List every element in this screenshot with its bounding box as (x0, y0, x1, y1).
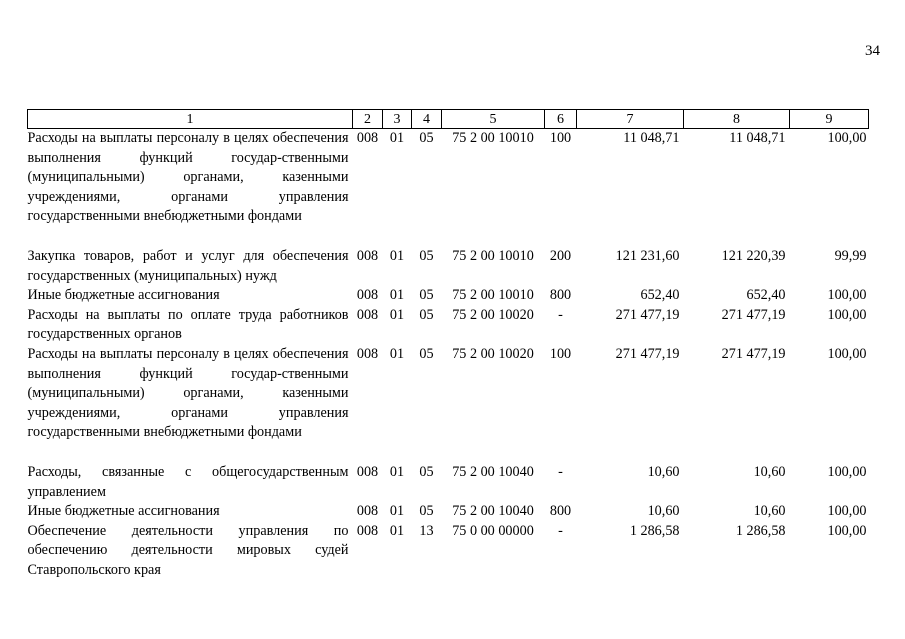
code-section: 01 (389, 287, 405, 304)
executed-amount: 652,40 (746, 287, 786, 304)
expense-name: Обеспечение деятельности управления по обеспечению деятельности мировых судей Ставропольского края (27, 522, 349, 578)
code-expense-type: - (558, 306, 563, 323)
planned-amount: 652,40 (640, 287, 680, 304)
planned-amount: 271 477,19 (615, 306, 680, 323)
code-section: 01 (389, 522, 405, 539)
planned-amount: 271 477,19 (615, 345, 680, 362)
code-ministry: 008 (356, 130, 379, 146)
code-section: 01 (389, 306, 405, 323)
expense-name: Расходы на выплаты персоналу в целях обеспечения выполнения функций государ-ственными (муниципальными) органами, казенными учреждениями, органами управления государственными внебюджетными фондами (27, 130, 349, 225)
table-row (28, 129, 869, 227)
header-cell: 6 (545, 110, 577, 129)
executed-amount: 1 286,58 (735, 522, 786, 539)
budget-table (27, 109, 869, 580)
code-target: 75 2 00 10020 (452, 306, 534, 323)
code-target: 75 2 00 10010 (452, 247, 534, 264)
code-expense-type: 800 (549, 503, 572, 520)
executed-amount: 271 477,19 (721, 345, 786, 362)
code-subsection: 05 (419, 287, 434, 304)
execution-percent: 100,00 (827, 503, 867, 520)
code-section: 01 (389, 247, 405, 264)
code-target: 75 2 00 10010 (452, 287, 534, 304)
expense-name: Расходы на выплаты персоналу в целях обеспечения выполнения функций государ-ственными (муниципальными) органами, казенными учреждениями, органами управления государственными внебюджетными фондами (27, 345, 349, 441)
planned-amount: 10,60 (647, 463, 680, 480)
code-section: 01 (389, 463, 405, 480)
execution-percent: 100,00 (827, 306, 867, 323)
planned-amount: 1 286,58 (629, 522, 680, 539)
header-cell: 4 (412, 110, 442, 129)
header-cell: 7 (577, 110, 684, 129)
executed-amount: 10,60 (753, 503, 786, 520)
table-row (28, 247, 869, 286)
execution-percent: 100,00 (827, 522, 867, 539)
code-ministry: 008 (356, 463, 379, 480)
code-ministry: 008 (356, 247, 379, 264)
code-section: 01 (389, 130, 405, 146)
code-expense-type: 200 (549, 247, 572, 264)
executed-amount: 121 220,39 (721, 247, 786, 264)
code-subsection: 05 (419, 247, 434, 264)
header-cell: 2 (353, 110, 383, 129)
expense-name: Расходы на выплаты по оплате труда работников государственных органов (27, 306, 349, 343)
code-target: 75 2 00 10040 (452, 503, 534, 520)
expense-name: Закупка товаров, работ и услуг для обеспечения государственных (муниципальных) нужд (27, 247, 349, 284)
header-cell: 8 (684, 110, 790, 129)
code-subsection: 05 (419, 130, 434, 146)
code-expense-type: - (558, 522, 563, 539)
table-row (28, 306, 869, 345)
spacer-row (28, 227, 869, 247)
header-cell: 9 (790, 110, 869, 129)
expense-name: Иные бюджетные ассигнования (27, 287, 220, 304)
executed-amount: 11 048,71 (729, 130, 786, 146)
execution-percent: 99,99 (834, 247, 867, 264)
planned-amount: 11 048,71 (623, 130, 680, 146)
execution-percent: 100,00 (827, 463, 867, 480)
table-row (28, 286, 869, 306)
execution-percent: 100,00 (827, 345, 867, 362)
code-expense-type: 100 (549, 130, 572, 146)
execution-percent: 100,00 (827, 130, 867, 146)
table-row (28, 502, 869, 522)
code-target: 75 0 00 00000 (452, 522, 534, 539)
code-section: 01 (389, 345, 405, 362)
execution-percent: 100,00 (827, 287, 867, 304)
code-ministry: 008 (356, 522, 379, 539)
code-expense-type: - (558, 463, 563, 480)
code-target: 75 2 00 10010 (452, 130, 534, 146)
code-ministry: 008 (356, 306, 379, 323)
header-cell: 3 (383, 110, 412, 129)
table-row (28, 522, 869, 581)
code-subsection: 05 (419, 503, 434, 520)
page-number: 34 (865, 43, 880, 59)
executed-amount: 10,60 (753, 463, 786, 480)
code-ministry: 008 (356, 345, 379, 362)
planned-amount: 10,60 (647, 503, 680, 520)
spacer-row (28, 443, 869, 463)
header-cell: 5 (442, 110, 545, 129)
header-cell: 1 (28, 110, 353, 129)
code-target: 75 2 00 10020 (452, 345, 534, 362)
code-subsection: 05 (419, 463, 434, 480)
code-ministry: 008 (356, 287, 379, 304)
code-ministry: 008 (356, 503, 379, 520)
code-expense-type: 800 (549, 287, 572, 304)
table-row (28, 463, 869, 502)
code-section: 01 (389, 503, 405, 520)
expense-name: Расходы, связанные с общегосударственным управлением (27, 463, 349, 500)
table-row (28, 345, 869, 443)
expense-name: Иные бюджетные ассигнования (27, 503, 220, 520)
code-subsection: 05 (419, 345, 434, 362)
code-expense-type: 100 (549, 345, 572, 362)
planned-amount: 121 231,60 (615, 247, 680, 264)
code-subsection: 05 (419, 306, 434, 323)
executed-amount: 271 477,19 (721, 306, 786, 323)
code-subsection: 13 (419, 522, 434, 539)
table-header-row (28, 110, 869, 129)
code-target: 75 2 00 10040 (452, 463, 534, 480)
